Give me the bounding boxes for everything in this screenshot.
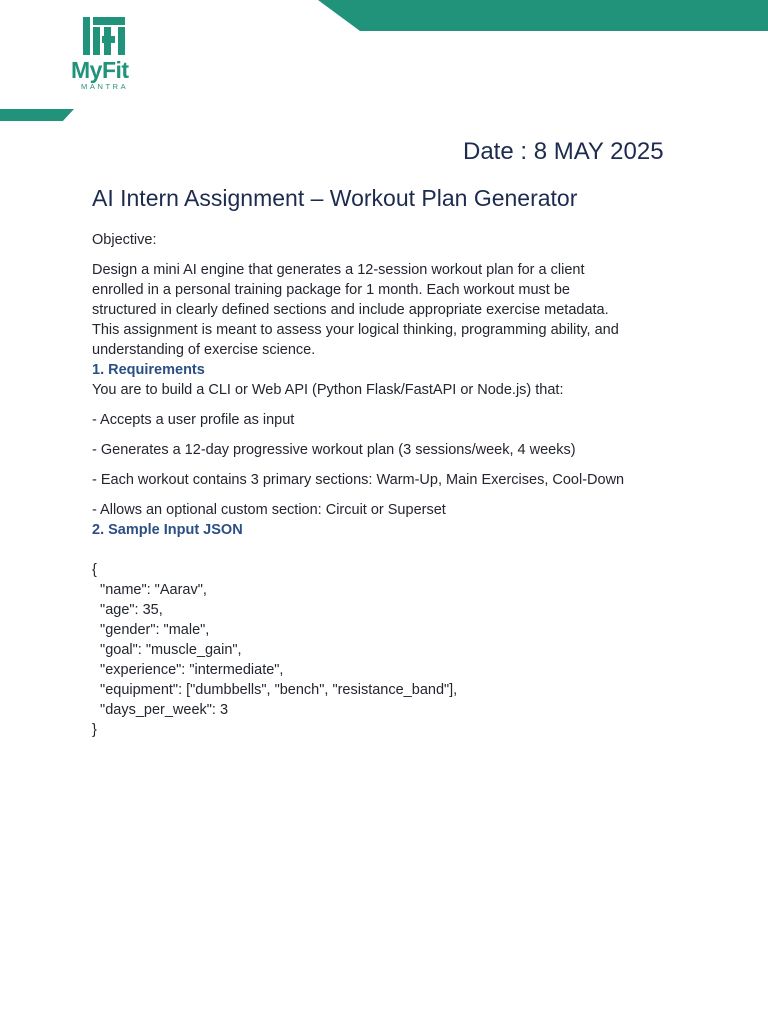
document-body (92, 230, 672, 740)
header-accent-bar (318, 0, 768, 31)
objective-line: This assignment is meant to assess your logical thinking, programming ability, and (92, 322, 619, 338)
objective-line: enrolled in a personal training package for 1 month. Each workout must be (92, 282, 570, 298)
header-accent-stripe (0, 109, 74, 121)
sample-json-code: { "name": "Aarav", "age": 35, "gender": "male", "goal": "muscle_gain", "experience": "intermediate", "equipment": ["dumbbells", "bench", "resistance_band"], "days_per_week": 3 } (92, 562, 458, 738)
objective-label: Objective: (92, 232, 157, 248)
requirements-heading: 1. Requirements (92, 362, 205, 378)
document-title: AI Intern Assignment – Workout Plan Generator (92, 185, 578, 211)
requirement-item: - Each workout contains 3 primary sections: Warm-Up, Main Exercises, Cool-Down (92, 472, 625, 488)
logo-mark-icon (83, 16, 125, 56)
requirement-item: - Accepts a user profile as input (92, 412, 295, 428)
requirements-intro: You are to build a CLI or Web API (Python Flask/FastAPI or Node.js) that: (92, 382, 564, 398)
objective-line: structured in clearly defined sections and include appropriate exercise metadata. (92, 302, 609, 318)
objective-line: Design a mini AI engine that generates a 12-session workout plan for a client (92, 262, 585, 278)
brand-subname: MANTRA (81, 82, 129, 91)
objective-paragraph (92, 260, 672, 360)
requirement-item: - Allows an optional custom section: Circuit or Superset (92, 502, 446, 518)
sample-heading: 2. Sample Input JSON (92, 522, 243, 538)
brand-name: MyFit (71, 57, 129, 83)
brand-logo (70, 16, 150, 92)
document-date: Date : 8 MAY 2025 (463, 138, 664, 165)
requirement-item: - Generates a 12-day progressive workout plan (3 sessions/week, 4 weeks) (92, 442, 576, 458)
objective-line: understanding of exercise science. (92, 342, 316, 358)
